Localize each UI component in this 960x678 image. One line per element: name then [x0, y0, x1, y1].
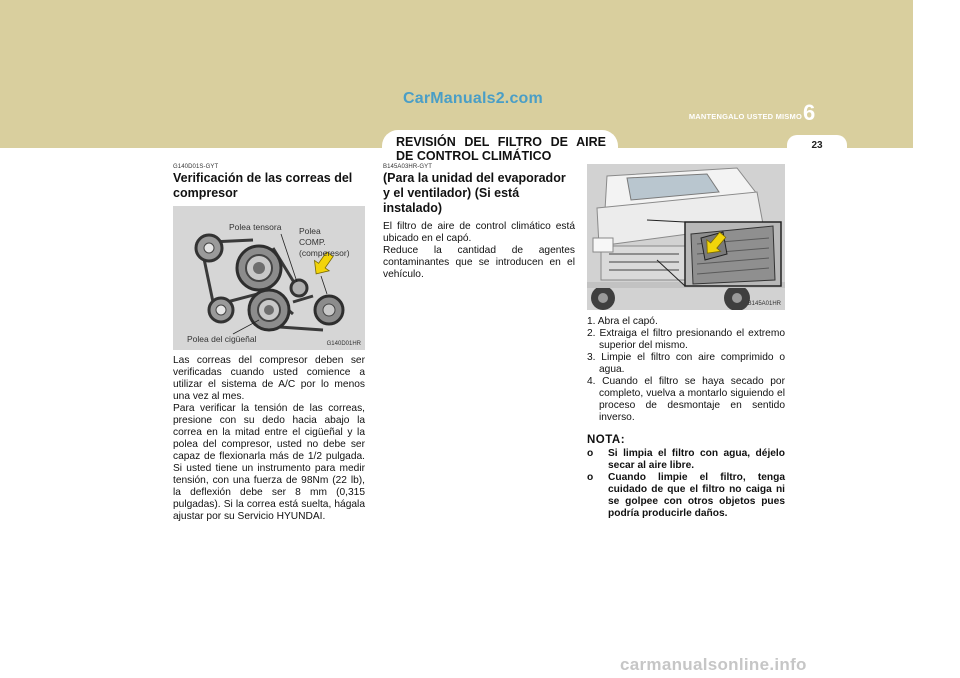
note-list — [587, 448, 785, 520]
page-number-tab — [787, 135, 847, 155]
section-code: B145A03HR-GYT — [383, 164, 432, 170]
step-item: 3. Limpie el filtro con aire comprimido o agua. — [587, 352, 785, 375]
note-title: NOTA: — [587, 434, 626, 446]
figure-code: B145A01HR — [747, 301, 781, 307]
note-item — [587, 472, 785, 520]
belt-diagram — [173, 206, 365, 350]
truck-filter-photo — [587, 164, 785, 310]
note-bullet: o — [587, 448, 594, 459]
section-code: G140D01S-GYT — [173, 164, 219, 170]
belts-paragraph-2: Para verificar la tensión de las correas, presione con su dedo hacia abajo la correa en la mitad entre el cigüeñal y la polea del compresor, usted no debe ser capaz de flexionarla más de 1/2 pulgada. Si usted tiene un instrumento para medir tensión, con una fuerza de 98Nm (22 lb), la deflexión debe ser 8 mm (0,315 pulgadas). Si la correa está suelta, hágala ajustar por su Servicio HYUNDAI. — [173, 403, 365, 522]
note-text: Cuando limpie el filtro, tenga cuidado de que el filtro no caiga ni se golpee con otros objetos pues podría producirle daños. — [608, 472, 785, 519]
label-tensioner-pulley: Polea tensora — [229, 222, 282, 232]
column-filter-intro — [383, 164, 575, 281]
page-number: 23 — [811, 140, 823, 151]
label-comp-pulley-3: (comperesor) — [299, 248, 350, 258]
filter-heading: (Para la unidad del evaporador y el ventilador) (Si está instalado) — [383, 171, 566, 215]
chapter-label: MANTENGALO USTED MISMO — [688, 112, 802, 121]
note-item — [587, 448, 785, 472]
section-title: REVISIÓN DEL FILTRO DE AIRE DE CONTROL CLIMÁTICO — [396, 135, 606, 163]
step-item: 1. Abra el capó. — [587, 316, 658, 327]
footer-watermark[interactable]: carmanualsonline.info — [620, 655, 807, 674]
header-band — [0, 0, 913, 148]
step-item: 2. Extraiga el filtro presionando el extremo superior del mismo. — [587, 328, 785, 351]
note-text: Si limpia el filtro con agua, déjelo secar al aire libre. — [608, 448, 785, 471]
site-watermark[interactable]: CarManuals2.com — [403, 90, 543, 107]
column-filter-steps — [587, 164, 785, 520]
chapter-number: 6 — [803, 100, 816, 125]
truck-filter-illustration — [587, 164, 785, 310]
note-bullet: o — [587, 472, 594, 483]
belts-heading: Verificación de las correas del compresor — [173, 171, 353, 200]
step-item: 4. Cuando el filtro se haya secado por completo, vuelva a montarlo siguiendo el proceso de desmontaje en sentido inverso. — [587, 376, 785, 423]
label-crankshaft-pulley: Polea del cigüeñal — [187, 334, 257, 344]
belts-paragraph-1: Las correas del compresor deben ser verificadas cuando usted comience a utilizar el sistema de A/C por lo menos una vez al mes. — [173, 355, 365, 402]
figure-code: G140D01HR — [326, 341, 361, 347]
steps-list — [587, 316, 785, 424]
filter-paragraph-2: Reduce la cantidad de agentes contaminantes que se introducen en el vehículo. — [383, 245, 575, 280]
label-comp-pulley-2: COMP. — [299, 237, 326, 247]
column-belts — [173, 164, 365, 523]
label-comp-pulley-1: Polea — [299, 226, 321, 236]
filter-paragraph-1: El filtro de aire de control climático está ubicado en el capó. — [383, 221, 575, 244]
